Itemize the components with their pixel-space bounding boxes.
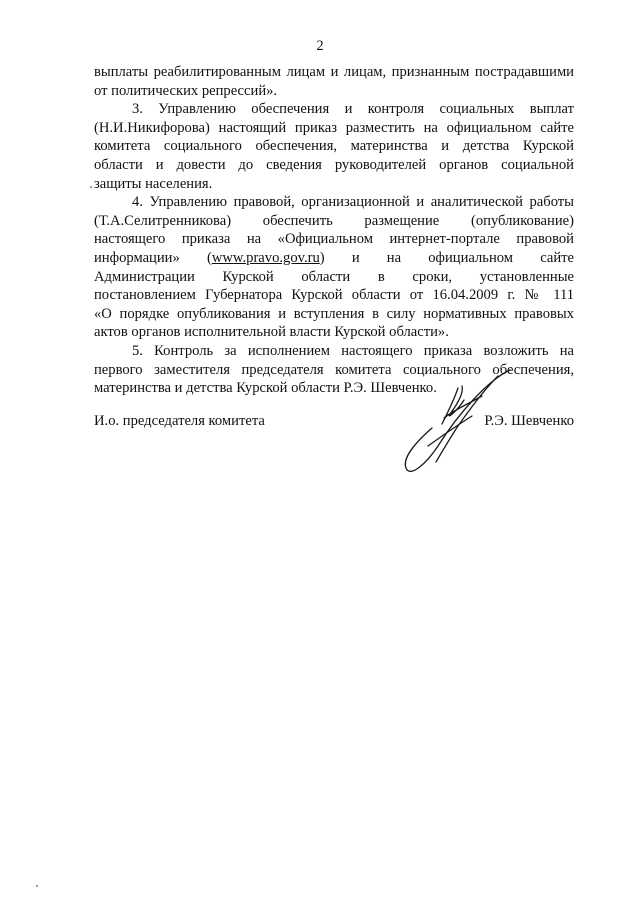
scan-speck [36, 885, 38, 887]
text-line: Администрации Курской области в сроки, установленные [94, 268, 574, 285]
text-line: постановлением Губернатора Курской области от 16.04.2009 г. № 111 [94, 287, 574, 304]
text-line: защиты населения. [94, 175, 213, 192]
handwritten-signature [398, 366, 513, 478]
text-line: материнства и детства Курской области Р.Э. Шевченко. [94, 380, 437, 397]
pravo-gov-link[interactable]: www.pravo.gov.ru [211, 249, 320, 266]
text-line: выплаты реабилитированным лицам и лицам, признанным пострадавшими [94, 64, 574, 80]
text-line: (Т.А.Селитренникова) обеспечить размещение (опубликование) [94, 212, 574, 229]
scan-speck [90, 186, 92, 188]
text-line: актов органов исполнительной власти Курской области». [94, 324, 449, 341]
text-line: от политических репрессий». [94, 82, 278, 99]
signer-name: Р.Э. Шевченко [484, 413, 574, 429]
text-line: 3. Управлению обеспечения и контроля социальных выплат [132, 101, 574, 118]
text-line: области и довести до сведения руководителей органов социальной [94, 156, 574, 173]
text-line: 4. Управлению правовой, организационной и аналитической работы [132, 194, 574, 211]
text-line-with-link: информации» (www.pravo.gov.ru) и на официальном сайте [94, 249, 574, 266]
text-line: (Н.И.Никифорова) настоящий приказ разместить на официальном сайте [94, 119, 574, 136]
page-number: 2 [316, 38, 324, 54]
text-line: первого заместителя председателя комитета социального обеспечения, [94, 361, 574, 378]
text-line: «О порядке опубликования и вступления в силу нормативных правовых [94, 305, 574, 322]
text-line: комитета социального обеспечения, материнства и детства Курской [94, 138, 574, 155]
text-line: 5. Контроль за исполнением настоящего приказа возложить на [132, 342, 574, 359]
signer-title: И.о. председателя комитета [94, 413, 265, 429]
text-line: настоящего приказа на «Официальном интернет-портале правовой [94, 231, 574, 248]
document-body [94, 63, 574, 398]
